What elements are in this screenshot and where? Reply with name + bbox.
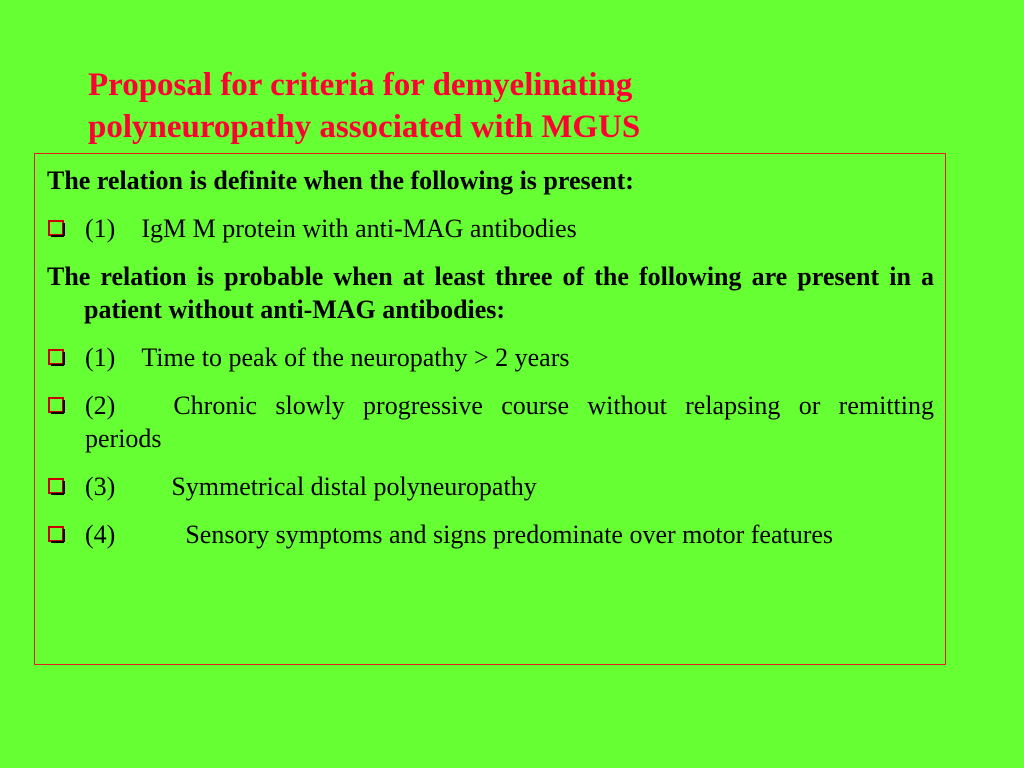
slide-title: Proposal for criteria for demyelinating polyneuropathy associated with MGUS <box>88 67 641 145</box>
hollow-square-bullet-icon <box>48 389 70 422</box>
definite-heading: The relation is definite when the following is present: <box>47 166 634 195</box>
hollow-square-bullet-icon <box>48 470 70 503</box>
probable-item-1 <box>47 341 934 374</box>
criteria-box <box>34 153 946 665</box>
item-number: (2) <box>85 391 116 420</box>
item-number: (1) <box>85 343 116 372</box>
hollow-square-bullet-icon <box>48 341 70 374</box>
probable-item-4 <box>47 518 934 551</box>
item-text: Sensory symptoms and signs predominate over motor features <box>185 520 834 549</box>
item-text: Symmetrical distal polyneuropathy <box>171 472 537 501</box>
hollow-square-bullet-icon <box>48 518 70 551</box>
item-number: (3) <box>85 472 116 501</box>
probable-heading: The relation is probable when at least three of the following are present in a patient without anti-MAG antibodies: <box>47 262 934 324</box>
item-number: (4) <box>85 520 116 549</box>
hollow-square-bullet-icon <box>48 212 70 245</box>
item-text: Time to peak of the neuropathy > 2 years <box>141 343 570 372</box>
item-number: (1) <box>85 214 116 243</box>
item-text: Chronic slowly progressive course without relapsing or remitting periods <box>85 391 934 453</box>
item-text: IgM M protein with anti-MAG antibodies <box>141 214 577 243</box>
probable-item-3 <box>47 470 934 503</box>
probable-item-2 <box>47 389 934 455</box>
definite-item-1 <box>47 212 934 245</box>
